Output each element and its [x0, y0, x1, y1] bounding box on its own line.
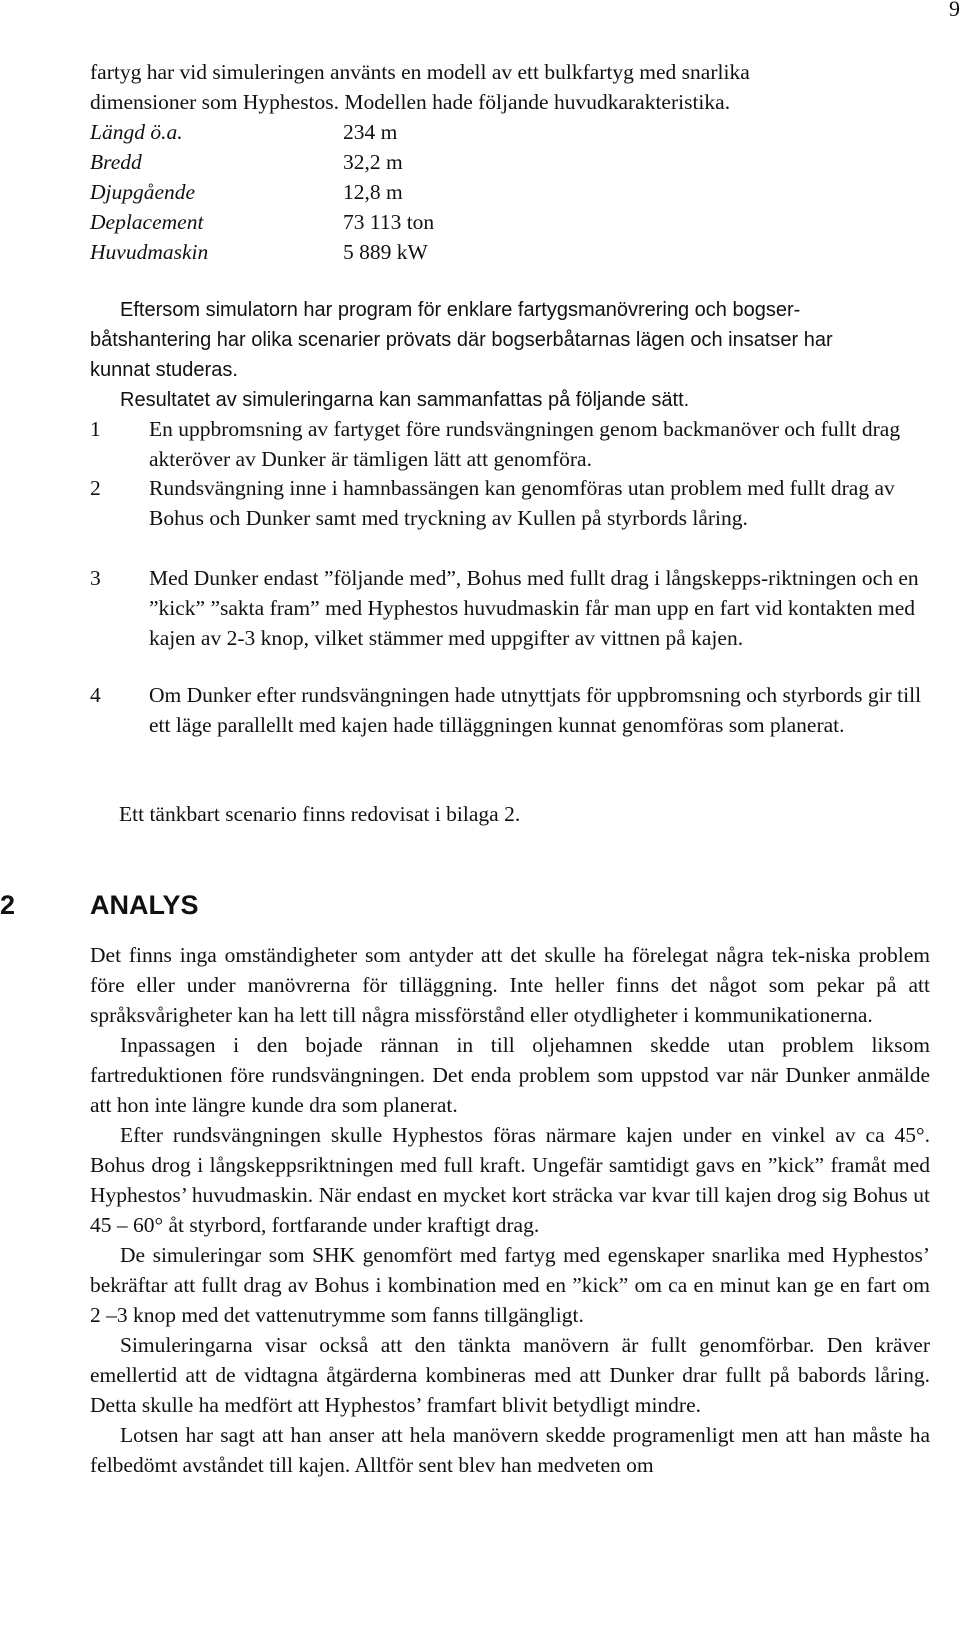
section-title: ANALYS: [90, 890, 199, 920]
spec-value: 32,2 m: [343, 150, 403, 174]
result-text: Med Dunker endast ”följande med”, Bohus med fullt drag i långskepps-riktningen och en ”kick” ”sakta fram” med Hyphestos huvudmaskin får man upp en fart vid kontakten med kajen av 2-3 knop, vilket stämmer med uppgifter av vittnen på kajen.: [149, 566, 919, 650]
spec-value: 234 m: [343, 120, 398, 144]
spec-label: Huvudmaskin: [90, 240, 209, 264]
spec-label: Djupgående: [90, 180, 196, 204]
spec-row: [90, 237, 434, 267]
spec-table: [90, 117, 434, 267]
spec-value: 73 113 ton: [343, 210, 435, 234]
analysis-paragraph: Det finns inga omständigheter som antyder att det skulle ha förelegat några tek-niska problem före eller under manövrerna för tilläggning. Inte heller finns det något som pekar på att språksvårigheter kan ha lett till några missförstånd eller otydligheter i kommunikationerna.: [90, 943, 930, 1027]
spec-row: [90, 207, 434, 237]
spec-label: Bredd: [90, 150, 142, 174]
analysis-paragraph: De simuleringar som SHK genomfört med fartyg med egenskaper snarlika med Hyphestos’ bekräftar att fullt drag av Bohus i kombination med en ”kick” om ca en minut kan ge en fart om 2 –3 knop med det vattenutrymme som fanns tillgängligt.: [90, 1243, 930, 1327]
intro-line: dimensioner som Hyphestos. Modellen hade följande huvudkarakteristika.: [90, 90, 731, 114]
result-text: Rundsvängning inne i hamnbassängen kan genomföras utan problem med fullt drag av Bohus och Dunker samt med tryckning av Kullen på styrbords låring.: [149, 476, 895, 530]
spec-row: [90, 177, 434, 207]
spec-label: Deplacement: [90, 210, 204, 234]
result-number: 3: [90, 566, 101, 590]
section-number: 2: [0, 890, 16, 920]
scenario-note: [119, 799, 919, 829]
spec-label: Längd ö.a.: [90, 120, 183, 144]
result-item: [90, 414, 935, 474]
simulator-line: Eftersom simulatorn har program för enklare fartygsmanövrering och bogser-: [120, 299, 801, 321]
page-number: 9: [949, 0, 960, 21]
simulator-line: kunnat studeras.: [90, 359, 238, 381]
result-number: 4: [90, 683, 101, 707]
analysis-body: [90, 940, 930, 1480]
analysis-paragraph: Lotsen har sagt att han anser att hela manövern skedde programenligt men att han måste ha felbedömt avståndet till kajen. Alltför sent blev han medveten om: [90, 1423, 930, 1477]
spec-row: [90, 117, 434, 147]
result-number: 2: [90, 476, 101, 500]
result-number: 1: [90, 417, 101, 441]
scenario-note-text: Ett tänkbart scenario finns redovisat i bilaga 2.: [119, 802, 521, 826]
result-item: [90, 680, 935, 740]
spec-value: 5 889 kW: [343, 240, 428, 264]
result-text: En uppbromsning av fartyget före rundsvängningen genom backmanöver och fullt drag akteröver av Dunker är tämligen lätt att genomföra.: [149, 417, 901, 471]
simulator-paragraph: [90, 295, 930, 415]
simulator-line: båtshantering har olika scenarier prövats där bogserbåtarnas lägen och insatser har: [90, 329, 833, 351]
spec-value: 12,8 m: [343, 180, 403, 204]
intro-line: fartyg har vid simuleringen använts en modell av ett bulkfartyg med snarlika: [90, 60, 750, 84]
result-item: [90, 563, 935, 653]
result-text: Om Dunker efter rundsvängningen hade utnyttjats för uppbromsning och styrbords gir till ett läge parallellt med kajen hade tilläggningen kunnat genomföras som planerat.: [149, 683, 922, 737]
spec-row: [90, 147, 434, 177]
analysis-paragraph: Efter rundsvängningen skulle Hyphestos föras närmare kajen under en vinkel av ca 45°. Bohus drog i långskeppsriktningen med full kraft. Ungefär samtidigt gavs en ”kick” framåt med Hyphestos’ huvudmaskin. När endast en mycket kort sträcka var kvar till kajen drog sig Bohus ut 45 – 60° åt styrbord, fortfarande under kraftigt drag.: [90, 1123, 930, 1237]
analysis-paragraph: Simuleringarna visar också att den tänkta manövern är fullt genomförbar. Den kräver emellertid att de vidtagna åtgärderna kombineras med att Dunker drar fullt på babords låring. Detta skulle ha medfört att Hyphestos’ framfart blivit betydligt mindre.: [90, 1333, 930, 1417]
analysis-paragraph: Inpassagen i den bojade rännan in till oljehamnen skedde utan problem liksom fartreduktionen före rundsvängningen. Det enda problem som uppstod var när Dunker anmälde att hon inte längre kunde dra som planerat.: [90, 1033, 930, 1117]
intro-paragraph: [90, 57, 930, 117]
section-heading: [0, 885, 960, 925]
simulator-line: Resultatet av simuleringarna kan sammanfattas på följande sätt.: [120, 389, 690, 411]
result-item: [90, 473, 935, 533]
